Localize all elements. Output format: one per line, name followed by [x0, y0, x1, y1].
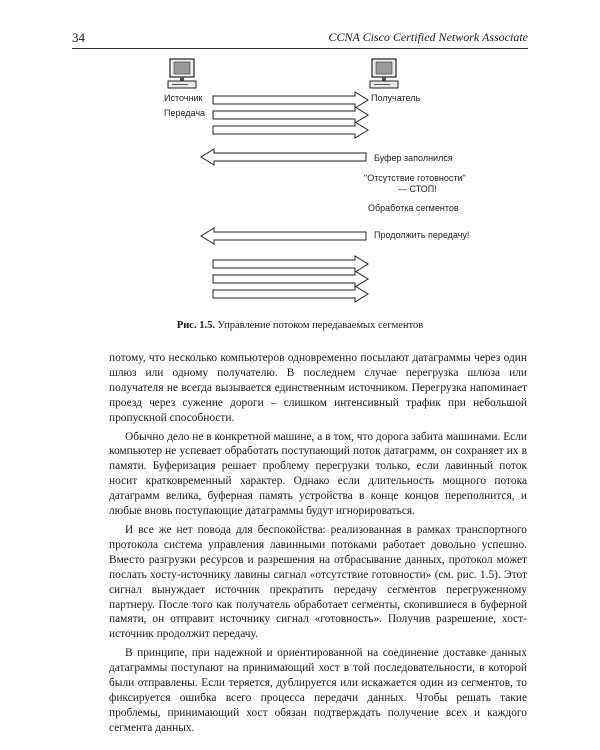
- page-number: 34: [72, 30, 85, 45]
- flow-control-figure: [0, 55, 600, 325]
- receiver-computer-icon: [370, 59, 398, 88]
- caption-number: Рис. 1.5.: [176, 320, 215, 331]
- caption-text: Управление потоком передаваемых сегментов: [217, 320, 424, 331]
- running-title: CCNA Cisco Certified Network Associate: [328, 30, 528, 44]
- data-arrow-right: [213, 286, 368, 302]
- paragraph: Обычно дело не в конкретной машине, а в том, что дорога забита машинами. Если компьютер не успевает обработать поступающий поток датаграмм, он сохраняет их в памяти. Буферизация решает проблему перегрузки только, если лавинный поток носит кратковременный характер. Однако если длительность мощного потока датаграмм велика, буферная память устройства в конце концов переполнится, и любые вновь поступающие датаграммы будут игнорироваться.: [109, 430, 527, 518]
- source-computer-icon: [168, 59, 196, 88]
- stop-label: — СТОП!: [398, 184, 437, 194]
- continue-label: Продолжить передачу!: [374, 230, 470, 240]
- not-ready-label: "Отсутствие готовности": [364, 173, 466, 183]
- stop-arrow-left: [201, 149, 366, 165]
- buffer-full-label: Буфер заполнился: [374, 153, 453, 163]
- page-header: [72, 30, 528, 49]
- continue-arrow-left: [201, 228, 366, 244]
- source-label: Источник: [164, 93, 203, 103]
- flow-diagram: [0, 55, 600, 325]
- paragraph: И все же нет повода для беспокойства: реализованная в рамках транспортного протокола система управления лавинными потоками работает довольно успешно. Вместо разгрузки ресурсов и разрешения на отбрасывание данных, протокол может послать хосту-источнику лавины сигнал «отсутствие готовности» (см. рис. 1.5). Этот сигнал вынуждает источник прекратить передачу сегментов перегруженному партнеру. После того как получатель обработает сегменты, скопившиеся в буферной памяти, он отправит источнику сигнал «готовность». Получив разрешение, хост-источник продолжит передачу.: [109, 523, 527, 641]
- receiver-label: Получатель: [371, 93, 421, 103]
- paragraph: потому, что несколько компьютеров одновременно посылают датаграммы через один шлюз или одному получателю. В последнем случае перегрузка шлюза или получателя не всегда вызывается единственным источником. Перегрузка напоминает проезд через сужение дороги – слишком интенсивный трафик при небольшой пропускной способности.: [109, 352, 527, 424]
- figure-caption: [0, 320, 600, 331]
- data-arrow-right: [213, 122, 368, 138]
- paragraph: В принципе, при надежной и ориентированной на соединение доставке данных датаграммы поступают на принимающий хост в той последовательности, в которой были отправлены. Если теряется, дублируется или искажается один из сегментов, то фиксируется ошибка всего процесса передачи данных. Чтобы решать такие проблемы, принимающий хост обязан подтверждать получение всех и каждого сегмента данных.: [109, 647, 527, 734]
- processing-label: Обработка сегментов: [368, 203, 459, 213]
- transfer-label: Передача: [164, 108, 206, 118]
- data-arrow-right: [213, 107, 368, 123]
- data-arrow-right: [213, 256, 368, 272]
- data-arrow-right: [213, 92, 368, 108]
- body-text: [109, 351, 527, 740]
- data-arrow-right: [213, 271, 368, 287]
